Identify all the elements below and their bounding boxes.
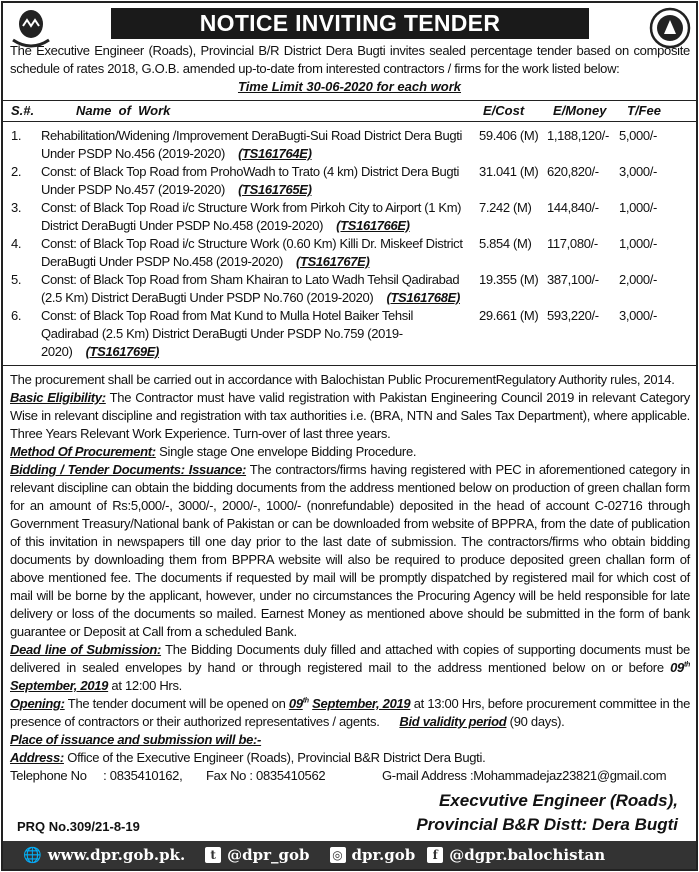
website-link[interactable]: www.dpr.gob.pk.: [47, 846, 186, 864]
table-row: [3, 127, 696, 163]
globe-icon: 🌐: [23, 846, 42, 864]
tender-ref: (TS161766E): [336, 218, 410, 233]
row-name: [41, 163, 479, 199]
footer-bar: [3, 841, 696, 869]
header: [3, 3, 696, 41]
opening-text: The tender document will be opened on: [64, 696, 289, 711]
table-row: [3, 307, 696, 361]
row-cost: 7.242 (M): [479, 200, 532, 215]
work-name: Rehabilitation/Widening /Improvement DeraBugti-Sui Road District Dera Bugti Under PSDP No.456 (2019-2020): [41, 128, 463, 161]
row-money: 593,220/-: [547, 308, 599, 323]
row-money: 144,840/-: [547, 200, 599, 215]
prq-number: PRQ No.309/21-8-19: [17, 819, 140, 834]
table-row: [3, 163, 696, 199]
place-heading: Place of issuance and submission will be:-: [10, 732, 262, 747]
table-header: [3, 101, 696, 121]
row-name: [41, 307, 479, 361]
work-name: Const: of Black Top Road from ProhoWadh to Trato (4 km) District Dera Bugti Under PSDP No.457 (2019-2020): [41, 164, 460, 197]
tender-ref: (TS161764E): [238, 146, 312, 161]
row-name: [41, 127, 479, 163]
opening-date: September, 2019: [312, 696, 411, 711]
row-money: 1,188,120/-: [547, 128, 609, 143]
row-cost: 59.406 (M): [479, 128, 539, 143]
work-name: Const: of Black Top Road from Sham Khairan to Lato Wadh Tehsil Qadirabad (2.5 Km) District DeraBugti Under PSDP No.760 (2019-2020): [41, 272, 460, 305]
row-sn: 4.: [11, 236, 22, 251]
bidding-text: The contractors/firms having registered with PEC in aforementioned category in relevant discipline can obtain the bidding documents from the address mentioned below on production of green challan form for an amount of Rs:5,000/-, 3000/-, 2000/-, 1000/- (nonrefundable) deposited in the head of account C-02716 through Government Treasury/National bank of Pakistan or can be downloaded from website of BPPRA, from the date of publication of this invitation in newspapers till one day prior to the last date of submission. The contractors/firms who obtain bidding documents by downloading them from BPPRA website will also be required to produce deposited green challan form of above mentioned fee. The documents if requested by mail will be promptly dispatched by registered mail for which cost of mail will be borne by the applicant, however, under no circumstances the Procuring Agency will be held responsible for late delivery or loss of the documents so mailed. Earnest Money as mentioned above should be submitted in the form of bank guarantee or Deposit at Call from a scheduled Bank.: [10, 462, 690, 639]
facebook-handle[interactable]: @dgpr.balochistan: [449, 846, 606, 864]
header-money: E/Money: [553, 103, 607, 118]
row-fee: 1,000/-: [619, 200, 658, 215]
method-label: Method Of Procurement:: [10, 444, 156, 459]
work-name: Const: of Black Top Road from Mat Kund to Mulla Hotel Baiker Tehsil Qadirabad (2.5 Km) District DeraBugti Under PSDP No.759 (2019-2020): [41, 308, 414, 359]
opening-sup: th: [302, 697, 309, 705]
validity-text: (90 days).: [506, 714, 565, 729]
work-name: Const: of Black Top Road i/c Structure Work from Pirkoh City to Airport (1 Km) District DeraBugti Under PSDP No.458 (2019-2020): [41, 200, 462, 233]
row-fee: 2,000/-: [619, 272, 658, 287]
deadline-date: September, 2019: [10, 678, 109, 693]
row-fee: 3,000/-: [619, 308, 658, 323]
row-fee: 5,000/-: [619, 128, 658, 143]
header-cost: E/Cost: [483, 103, 525, 118]
fax: Fax No : 0835410562: [206, 768, 326, 783]
signature-line-2: Provincial B&R Distt: Dera Bugti: [416, 815, 678, 834]
row-sn: 2.: [11, 164, 22, 179]
signature-line-1: Execvutive Engineer (Roads),: [438, 791, 678, 810]
telephone: Telephone No : 0835410162,: [10, 768, 183, 783]
table-row: [3, 271, 696, 307]
header-sn: S.#.: [11, 103, 35, 118]
row-money: 620,820/-: [547, 164, 599, 179]
opening-day: 09: [288, 696, 303, 711]
contact-line: [10, 767, 690, 785]
bidding-label: Bidding / Tender Documents: Issuance:: [10, 462, 247, 477]
opening-rest: at 13:00 Hrs, before procurement committee in the presence of contractors or their authorized representatives / agents.: [10, 696, 691, 729]
row-cost: 19.355 (M): [479, 272, 539, 287]
tender-ref: (TS161765E): [238, 182, 312, 197]
row-sn: 1.: [11, 128, 22, 143]
row-sn: 3.: [11, 200, 22, 215]
deadline-text: The Bidding Documents duly filled and attached with copies of supporting documents must be delivered in sealed envelopes by hand or through registered mail to the address mentioned below on or before: [10, 642, 690, 675]
row-cost: 31.041 (M): [479, 164, 539, 179]
row-sn: 6.: [11, 308, 22, 323]
notice-frame: [1, 1, 698, 871]
row-fee: 3,000/-: [619, 164, 658, 179]
time-limit: Time Limit 30-06-2020 for each work: [237, 79, 462, 94]
row-cost: 29.661 (M): [479, 308, 539, 323]
page-title: NOTICE INVITING TENDER: [111, 8, 589, 39]
tender-ref: (TS161768E): [386, 290, 460, 305]
row-name: [41, 199, 479, 235]
twitter-icon: t: [205, 847, 221, 863]
eligibility-label: Basic Eligibility:: [10, 390, 106, 405]
method-text: Single stage One envelope Bidding Procedure.: [155, 444, 417, 459]
row-name: [41, 235, 479, 271]
header-name: Name of Work: [76, 103, 171, 118]
terms-body: [10, 371, 690, 785]
table-row: [3, 235, 696, 271]
twitter-handle[interactable]: @dpr_gob: [227, 846, 310, 864]
row-name: [41, 271, 479, 307]
balochistan-govt-logo-icon: [9, 6, 53, 50]
signature-block: [17, 789, 678, 837]
tender-ref: (TS161767E): [296, 254, 370, 269]
table-row: [3, 199, 696, 235]
row-money: 117,080/-: [547, 236, 598, 251]
eligibility-text: The Contractor must have valid registration with Pakistan Engineering Council 2019 in relevant Category Wise in relevant discipline and registration with tax authorities i.e. (BRA, NTN and Sales Tax Department), where applicable. Three Years Relevant Work Experience. Turn-over of last three years.: [10, 390, 691, 441]
row-cost: 5.854 (M): [479, 236, 532, 251]
divider: [3, 365, 696, 366]
deadline-label: Dead line of Submission:: [10, 642, 162, 657]
email: G-mail Address :Mohammadejaz23821@gmail.com: [382, 768, 667, 783]
procurement-text: The procurement shall be carried out in accordance with Balochistan Public ProcurementRegulatory Authority rules, 2014.: [10, 372, 675, 387]
address-text: Office of the Executive Engineer (Roads), Provincial B&R District Dera Bugti.: [63, 750, 486, 765]
instagram-handle[interactable]: dpr.gob: [351, 846, 416, 864]
facebook-icon: f: [427, 847, 443, 863]
row-fee: 1,000/-: [619, 236, 658, 251]
tender-ref: (TS161769E): [85, 344, 160, 359]
opening-label: Opening:: [10, 696, 65, 711]
department-seal-icon: [648, 6, 692, 50]
deadline-day: 09: [670, 660, 684, 675]
row-sn: 5.: [11, 272, 22, 287]
header-fee: T/Fee: [627, 103, 661, 118]
deadline-time: at 12:00 Hrs.: [108, 678, 182, 693]
row-money: 387,100/-: [547, 272, 599, 287]
work-name: Const: of Black Top Road i/c Structure Work (0.60 Km) Killi Dr. Miskeef District DeraBugti Under PSDP No.458 (2019-2020): [41, 236, 463, 269]
instagram-icon: ◎: [330, 847, 346, 863]
validity-label: Bid validity period: [399, 714, 507, 729]
intro-text: The Executive Engineer (Roads), Provincial B/R District Dera Bugti invites sealed percentage tender based on composite schedule of rates 2018, G.O.B. amended up-to-date from interested contractors / firms for the work listed below:: [10, 43, 690, 76]
works-table: [3, 122, 696, 365]
address-label: Address:: [10, 750, 64, 765]
deadline-sup: th: [683, 661, 690, 669]
